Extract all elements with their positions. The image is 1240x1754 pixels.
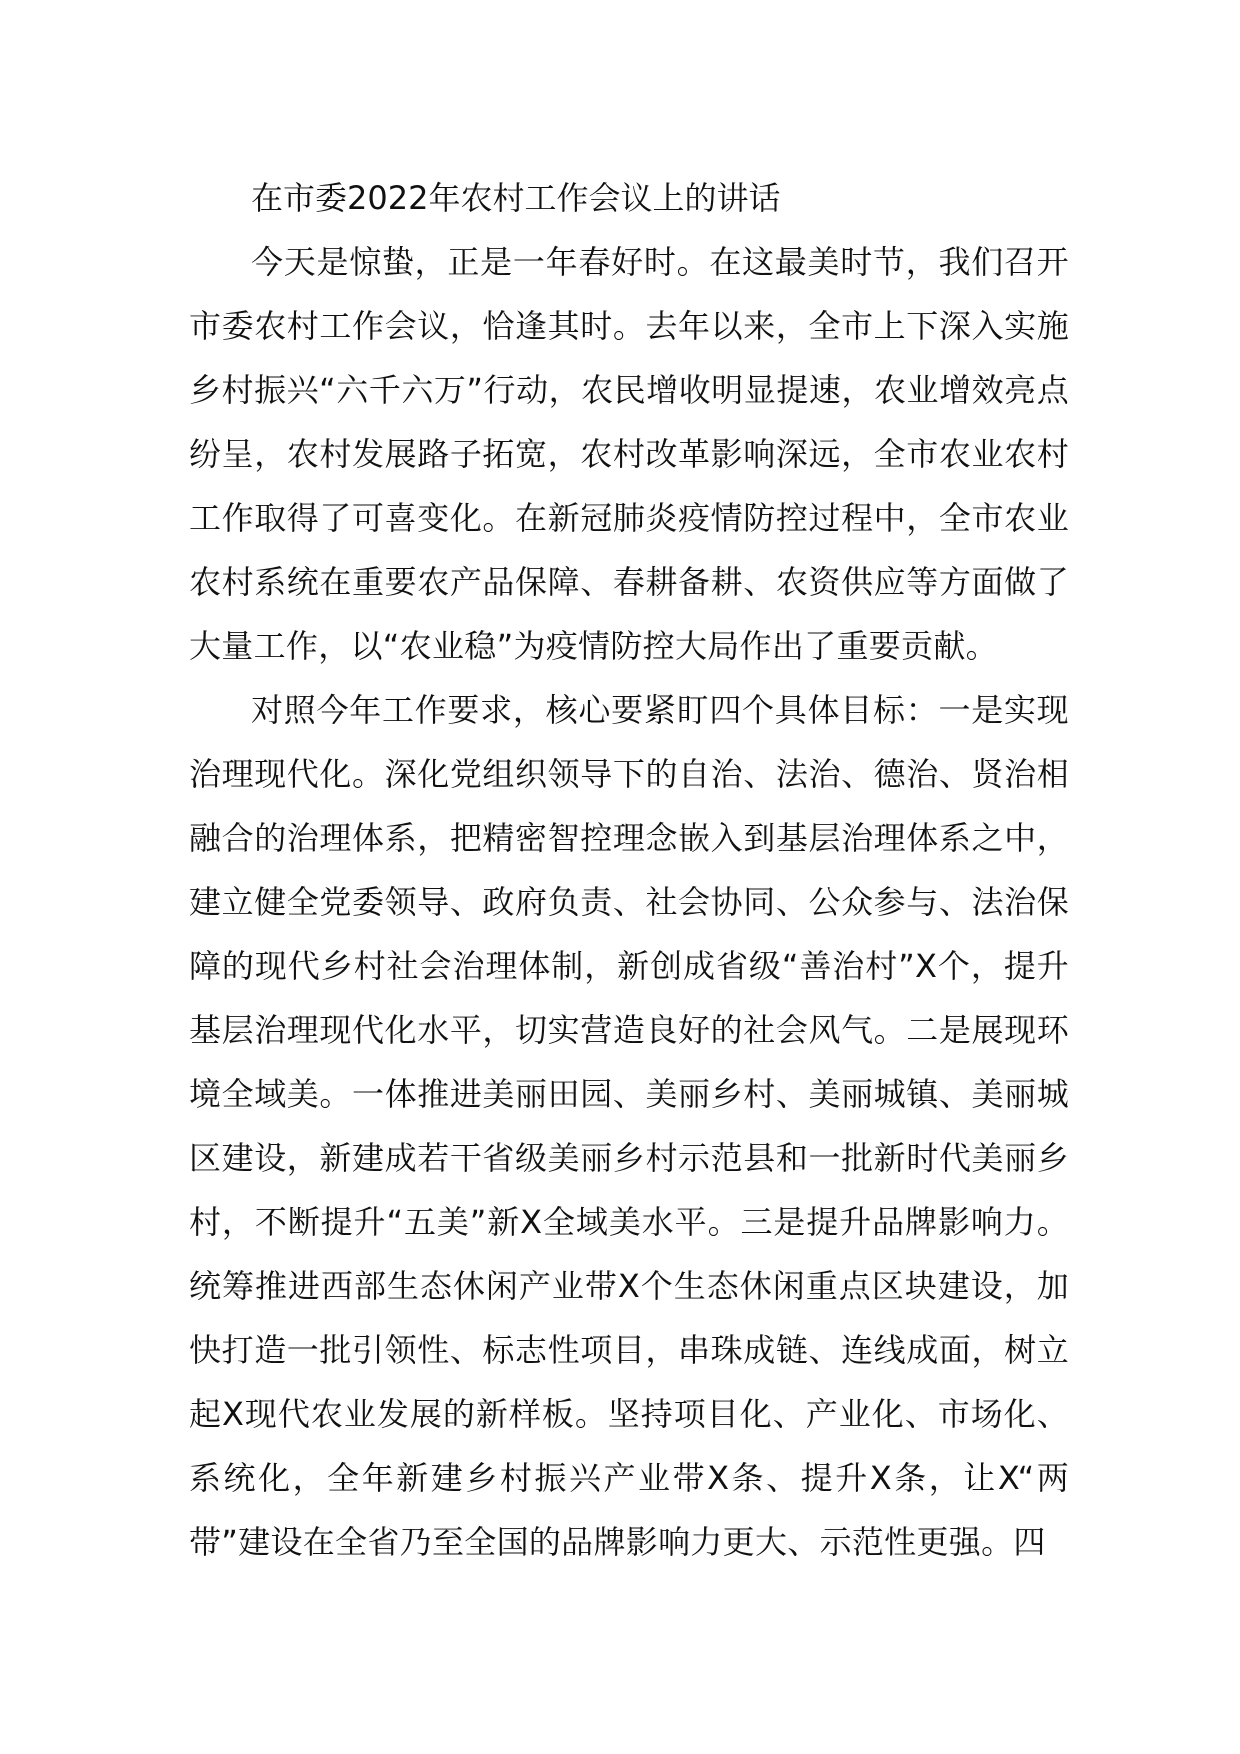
paragraph-2: 对照今年工作要求，核心要紧盯四个具体目标：一是实现治理现代化。深化党组织领导下的自治、法治、德治、贤治相融合的治理体系，把精密智控理念嵌入到基层治理体系之中，建立健全党委领导、政府负责、社会协同、公众参与、法治保障的现代乡村社会治理体制，新创成省级“善治村”X个，提升基层治理现代化水平，切实营造良好的社会风气。二是展现环境全域美。一体推进美丽田园、美丽乡村、美丽城镇、美丽城区建设，新建成若干省级美丽乡村示范县和一批新时代美丽乡村，不断提升“五美”新X全域美水平。三是提升品牌影响力。统筹推进西部生态休闲产业带X个生态休闲重点区块建设，加快打造一批引领性、标志性项目，串珠成链、连线成面，树立起X现代农业发展的新样板。坚持项目化、产业化、市场化、系统化，全年新建乡村振兴产业带X条、提升X条，让X“两带”建设在全省乃至全国的品牌影响力更大、示范性更强。四 <box>189 691 1069 1561</box>
document-body <box>189 166 1069 1574</box>
document-title: 在市委2022年农村工作会议上的讲话 <box>251 179 781 217</box>
paragraph-1: 今天是惊蛰，正是一年春好时。在这最美时节，我们召开市委农村工作会议，恰逢其时。去年以来，全市上下深入实施乡村振兴“六千六万”行动，农民增收明显提速，农业增效亮点纷呈，农村发展路子拓宽，农村改革影响深远，全市农业农村工作取得了可喜变化。在新冠肺炎疫情防控过程中，全市农业农村系统在重要农产品保障、春耕备耕、农资供应等方面做了大量工作，以“农业稳”为疫情防控大局作出了重要贡献。 <box>189 243 1069 665</box>
